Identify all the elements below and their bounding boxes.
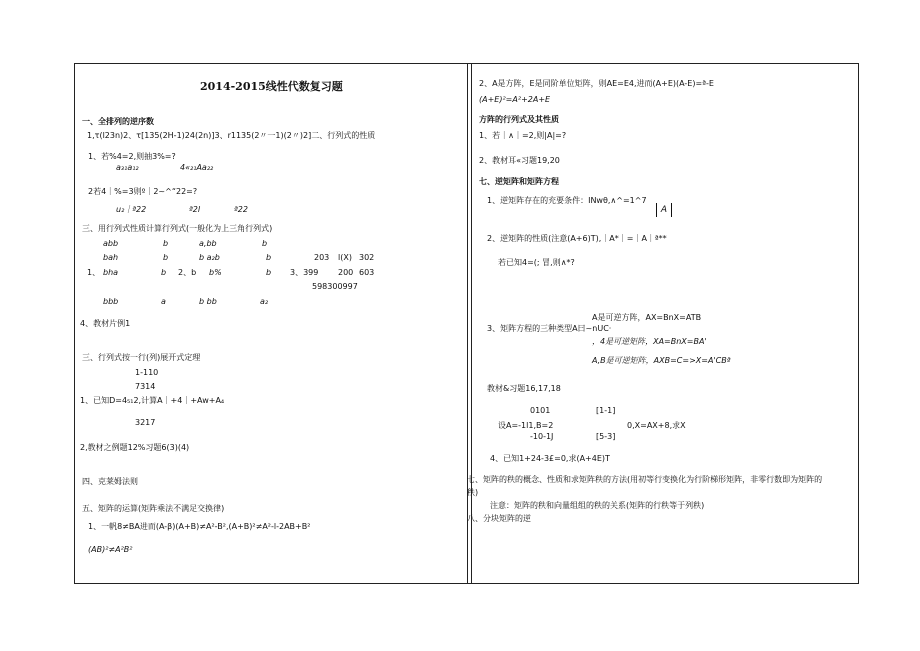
question-1: 1、若%4=2,则抽3%=? bbox=[88, 152, 176, 161]
section-heading-expansion: 三、行列式按一行(列)展开式定理 bbox=[82, 353, 201, 362]
inverse-q3d: 教材&习题16,17,18 bbox=[487, 384, 561, 393]
inverse-q2b: 若已知4=(; 冒,则∧*? bbox=[498, 258, 575, 267]
matrix-def-3: 设A=-1l1,B=2 bbox=[498, 421, 554, 430]
det-r2-c7: 302 bbox=[359, 253, 375, 262]
matrix-ops-q2: (AB)²≠A²B² bbox=[88, 545, 133, 554]
det-r2-c5: 203 bbox=[314, 253, 330, 262]
textbook-reference: 2,教材之例题12%习题6(3)(4) bbox=[80, 443, 190, 452]
q2-sub-b: ª2l bbox=[189, 205, 201, 214]
det-r4-c1: 598300997 bbox=[312, 282, 358, 291]
column-divider-inner bbox=[471, 63, 472, 584]
det-r1-c1: abb bbox=[103, 239, 119, 248]
det-r2-c6: l(X) bbox=[338, 253, 352, 262]
question-2: 2若4｜%=3则º｜2~^“22=? bbox=[88, 187, 198, 196]
det-r3-c1: bha bbox=[103, 268, 119, 277]
inverse-q3c: A,B是可逆矩阵，AXB=C=>X=A'CBª bbox=[592, 356, 731, 365]
det-r3-c5: b bbox=[266, 268, 272, 277]
matrix-def-6: [5-3] bbox=[596, 432, 616, 441]
det-r3-c4: b% bbox=[209, 268, 222, 277]
det-r1-c3: a,bb bbox=[199, 239, 217, 248]
det-r2-c3: b a₂b bbox=[199, 253, 220, 262]
det-r3-c2: b bbox=[161, 268, 167, 277]
section-heading-block-inverse: 八、分块矩阵的逆 bbox=[467, 514, 531, 523]
column-divider bbox=[467, 63, 468, 584]
section-heading-inverse: 七、逆矩阵和矩阵方程 bbox=[479, 177, 559, 186]
inverse-q3: 3、矩阵方程的三种类型A曰~nUC· bbox=[487, 324, 612, 333]
document-title: 2014-2015线性代数复习题 bbox=[200, 80, 343, 93]
section-heading-rank: 七、矩阵的秩的概念、性质和求矩阵秩的方法(用初等行变换化为行阶梯形矩阵，非零行数即为矩阵的 bbox=[467, 475, 823, 484]
det-r3-c7: 200 bbox=[338, 268, 354, 277]
section-heading-square-det: 方阵的行列式及其性质 bbox=[479, 115, 559, 124]
matrix-row-2: 7314 bbox=[135, 382, 156, 391]
permutation-line: 1,τ(l23n)2、τ[135(2H-1)24(2n)]3、r1135(2〃一1)(2〃)2]二、行列式的性质 bbox=[87, 131, 376, 140]
determinant-box: A bbox=[656, 203, 672, 217]
det-r2-c1: bah bbox=[103, 253, 119, 262]
right-question-2: 2、A是方阵，E是同阶单位矩阵，则AE=E4,进而(A+E)(A-E)=ª-E bbox=[479, 79, 714, 88]
section-heading-rank-cont: 秩) bbox=[467, 488, 479, 497]
det-r5-c1: bbb bbox=[103, 297, 119, 306]
square-det-q1: 1、若｜∧｜=2,则|A|=? bbox=[479, 131, 567, 140]
matrix-row-4: 3217 bbox=[135, 418, 156, 427]
matrix-def-2: [1-1] bbox=[596, 406, 616, 415]
det-r1-c4: b bbox=[262, 239, 268, 248]
det-r5-c3: b bb bbox=[199, 297, 217, 306]
matrix-def-5: -10-1J bbox=[530, 432, 554, 441]
section-heading-cramer: 四、克莱姆法则 bbox=[82, 477, 138, 486]
q1-sub-a: a₃₁a₁₂ bbox=[116, 163, 139, 172]
inverse-q1: 1、逆矩阵存在的充要条件：INwθ,∧^=1^7 bbox=[487, 196, 647, 205]
det-r5-c2: a bbox=[161, 297, 166, 306]
section-heading-matrix-ops: 五、矩阵的运算(矩阵乘法不满足交换律) bbox=[82, 504, 225, 513]
expansion-question: 1、已知D=4₅₁2,计算A｜+4｜+Aw+A₄ bbox=[80, 396, 225, 405]
inverse-q3b: ，4是可逆矩阵，XA=BnX=BA' bbox=[592, 337, 707, 346]
det-r3-c0: 1、 bbox=[87, 268, 101, 277]
det-r2-c4: b bbox=[266, 253, 272, 262]
det-r1-c2: b bbox=[163, 239, 169, 248]
right-question-2b: (A+E)²=A²+2A+E bbox=[479, 95, 551, 104]
matrix-row-1: 1-110 bbox=[135, 368, 159, 377]
q1-sub-b: 4«₂₁Aa₂₂ bbox=[180, 163, 214, 172]
matrix-def-1: 0101 bbox=[530, 406, 551, 415]
det-r2-c2: b bbox=[163, 253, 169, 262]
rank-note: 注意：矩阵的秩和向量组组的秩的关系(矩阵的行秩等于列秩) bbox=[490, 501, 705, 510]
q2-sub-a: u₂｜ª22 bbox=[116, 205, 147, 214]
inverse-q2: 2、逆矩阵的性质(注意(A+6)T),｜A*｜=｜A｜ª** bbox=[487, 234, 667, 243]
det-r3-c6: 3、399 bbox=[290, 268, 319, 277]
det-r3-c8: 603 bbox=[359, 268, 375, 277]
question-4: 4、教材片例1 bbox=[80, 319, 131, 328]
q2-sub-c: ª22 bbox=[234, 205, 248, 214]
matrix-ops-q1: 1、一帆8≠BA进而(A-β)(A+B)≠A²-B²,(A+B)²≠A²-l-2AB+B² bbox=[88, 522, 311, 531]
matrix-def-4: 0,X=AX+8,求X bbox=[627, 421, 686, 430]
section-heading-permutation: 一、全排列的逆序数 bbox=[82, 117, 154, 126]
section-heading-determinant-calc: 三、用行列式性质计算行列式(一般化为上三角行列式) bbox=[82, 224, 273, 233]
inverse-q4: 4、已知1+24-3£=0,求(A+4E)T bbox=[490, 454, 610, 463]
square-det-q2: 2、教材耳«习题19,20 bbox=[479, 156, 560, 165]
det-r3-c3: 2、b bbox=[178, 268, 197, 277]
inverse-q3a: A是可逆方阵，AX=BnX=ATB bbox=[592, 313, 702, 322]
det-r5-c4: a₂ bbox=[260, 297, 269, 306]
